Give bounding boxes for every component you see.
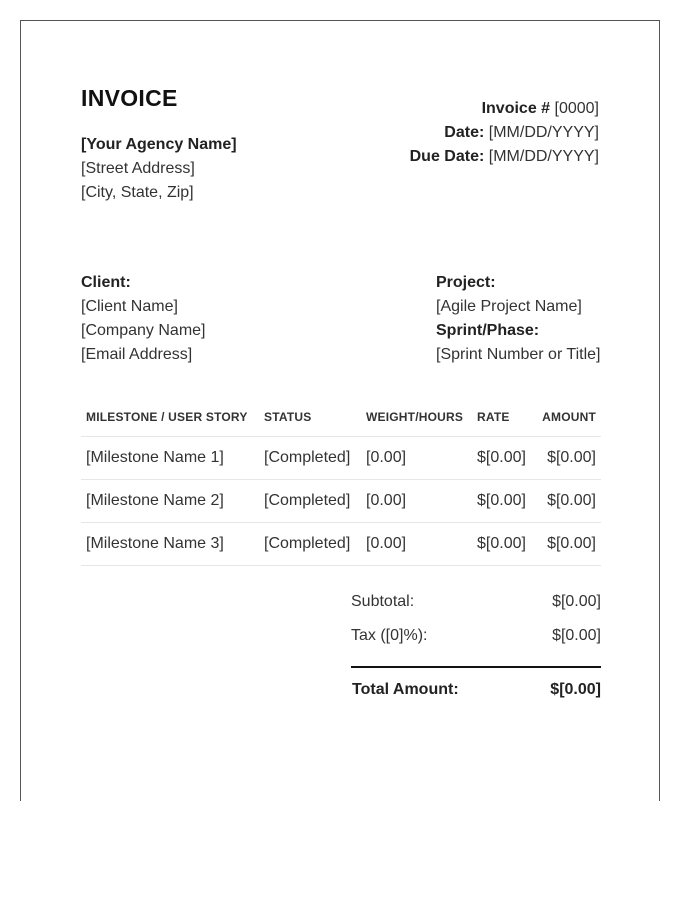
header-status: STATUS [264,410,312,424]
invoice-date-value: [MM/DD/YYYY] [488,124,599,141]
tax-label: Tax ([0]%): [351,627,428,644]
client-company: [Company Name] [81,322,206,339]
client-label: Client: [81,274,131,291]
agency-name: [Your Agency Name] [81,136,237,153]
subtotal-row [351,591,601,625]
project-block [436,271,601,367]
sprint-label: Sprint/Phase: [436,322,540,339]
cell-status: [Completed] [264,535,351,552]
client-email: [Email Address] [81,346,193,363]
cell-milestone: [Milestone Name 1] [86,449,224,466]
project-label: Project: [436,274,496,291]
agency-street: [Street Address] [81,160,195,177]
table-row [81,437,601,480]
header-milestone: MILESTONE / USER STORY [86,410,248,424]
header-weight-hours: WEIGHT/HOURS [366,410,464,424]
cell-rate: $[0.00] [477,492,526,509]
cell-status: [Completed] [264,492,351,509]
total-divider [351,666,601,668]
sprint-value: [Sprint Number or Title] [436,346,601,363]
project-name: [Agile Project Name] [436,298,582,315]
invoice-number-line [410,97,599,121]
agency-city-state-zip: [City, State, Zip] [81,184,194,201]
header-rate: RATE [477,410,510,424]
cell-amount: $[0.00] [547,535,596,552]
invoice-number-label: Invoice # [481,100,551,117]
invoice-meta [410,97,599,169]
table-row [81,480,601,523]
cell-weight: [0.00] [366,492,407,509]
cell-weight: [0.00] [366,449,407,466]
cell-status: [Completed] [264,449,351,466]
invoice-number-value: [0000] [554,100,599,117]
subtotal-value: $[0.00] [552,593,601,610]
table-header [81,401,601,437]
tax-row [351,625,601,659]
line-items-table [81,401,601,566]
client-block [81,271,206,367]
table-row [81,523,601,566]
agency-block [81,133,237,205]
totals-block [351,591,601,713]
cell-amount: $[0.00] [547,492,596,509]
invoice-title: INVOICE [81,85,178,111]
tax-value: $[0.00] [552,627,601,644]
invoice-date-line [410,121,599,145]
cell-rate: $[0.00] [477,449,526,466]
due-date-line [410,145,599,169]
header-amount: AMOUNT [542,410,596,424]
cell-weight: [0.00] [366,535,407,552]
cell-milestone: [Milestone Name 2] [86,492,224,509]
total-value: $[0.00] [550,681,601,698]
cell-milestone: [Milestone Name 3] [86,535,224,552]
cell-rate: $[0.00] [477,535,526,552]
due-date-label: Due Date: [409,148,485,165]
total-label: Total Amount: [352,681,459,698]
invoice-date-label: Date: [444,124,485,141]
due-date-value: [MM/DD/YYYY] [488,148,599,165]
subtotal-label: Subtotal: [351,593,415,610]
cell-amount: $[0.00] [547,449,596,466]
invoice-page [20,20,660,801]
total-row [351,679,601,713]
client-name: [Client Name] [81,298,178,315]
